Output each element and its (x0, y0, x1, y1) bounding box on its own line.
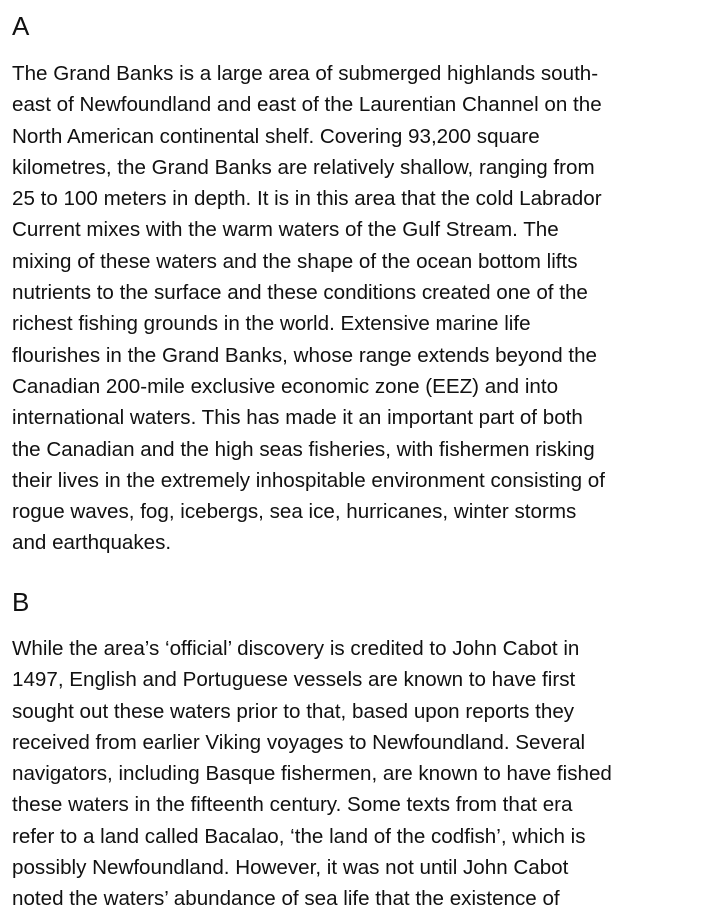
paragraph-line: richest fishing grounds in the world. Extensive marine life (12, 312, 531, 336)
paragraph-line: these waters in the fifteenth century. Some texts from that era (12, 793, 573, 817)
paragraph-line: received from earlier Viking voyages to Newfoundland. Several (12, 730, 586, 754)
paragraph-line: 1497, English and Portuguese vessels are known to have first (12, 668, 576, 692)
section-heading-b: B (12, 587, 30, 617)
paragraph-line: the Canadian and the high seas fisheries, with fishermen risking (12, 437, 595, 461)
paragraph-line: Current mixes with the warm waters of the Gulf Stream. The (12, 218, 559, 242)
paragraph-line: refer to a land called Bacalao, ‘the land of the codfish’, which is (12, 824, 586, 848)
paragraph-line: 25 to 100 meters in depth. It is in this area that the cold Labrador (12, 187, 602, 211)
paragraph-line: their lives in the extremely inhospitable environment consisting of (12, 468, 605, 492)
paragraph-line: While the area’s ‘official’ discovery is credited to John Cabot in (12, 637, 580, 660)
section-heading-a: A (12, 11, 30, 41)
paragraph-line: mixing of these waters and the shape of the ocean bottom lifts (12, 249, 578, 273)
paragraph-line: and earthquakes. (12, 531, 172, 555)
section-b-paragraph (12, 633, 612, 915)
section-a-paragraph (12, 58, 605, 559)
paragraph-line: nutrients to the surface and these conditions created one of the (12, 281, 588, 305)
paragraph-line: navigators, including Basque fishermen, are known to have fished (12, 762, 612, 786)
paragraph-line: The Grand Banks is a large area of submerged highlands south- (12, 62, 599, 85)
paragraph-line: east of Newfoundland and east of the Laurentian Channel on the (12, 93, 602, 117)
paragraph-line: flourishes in the Grand Banks, whose range extends beyond the (12, 343, 598, 367)
paragraph-line: North American continental shelf. Covering 93,200 square (12, 124, 540, 148)
paragraph-line: sought out these waters prior to that, based upon reports they (12, 699, 575, 723)
paragraph-line: international waters. This has made it an important part of both (12, 406, 583, 430)
paragraph-line: kilometres, the Grand Banks are relatively shallow, ranging from (12, 155, 595, 179)
paragraph-line: rogue waves, fog, icebergs, sea ice, hurricanes, winter storms (12, 500, 577, 524)
paragraph-line: noted the waters’ abundance of sea life that the existence of (12, 887, 560, 911)
paragraph-line: Canadian 200-mile exclusive economic zone (EEZ) and into (12, 374, 559, 398)
paragraph-line: possibly Newfoundland. However, it was not until John Cabot (12, 856, 569, 880)
